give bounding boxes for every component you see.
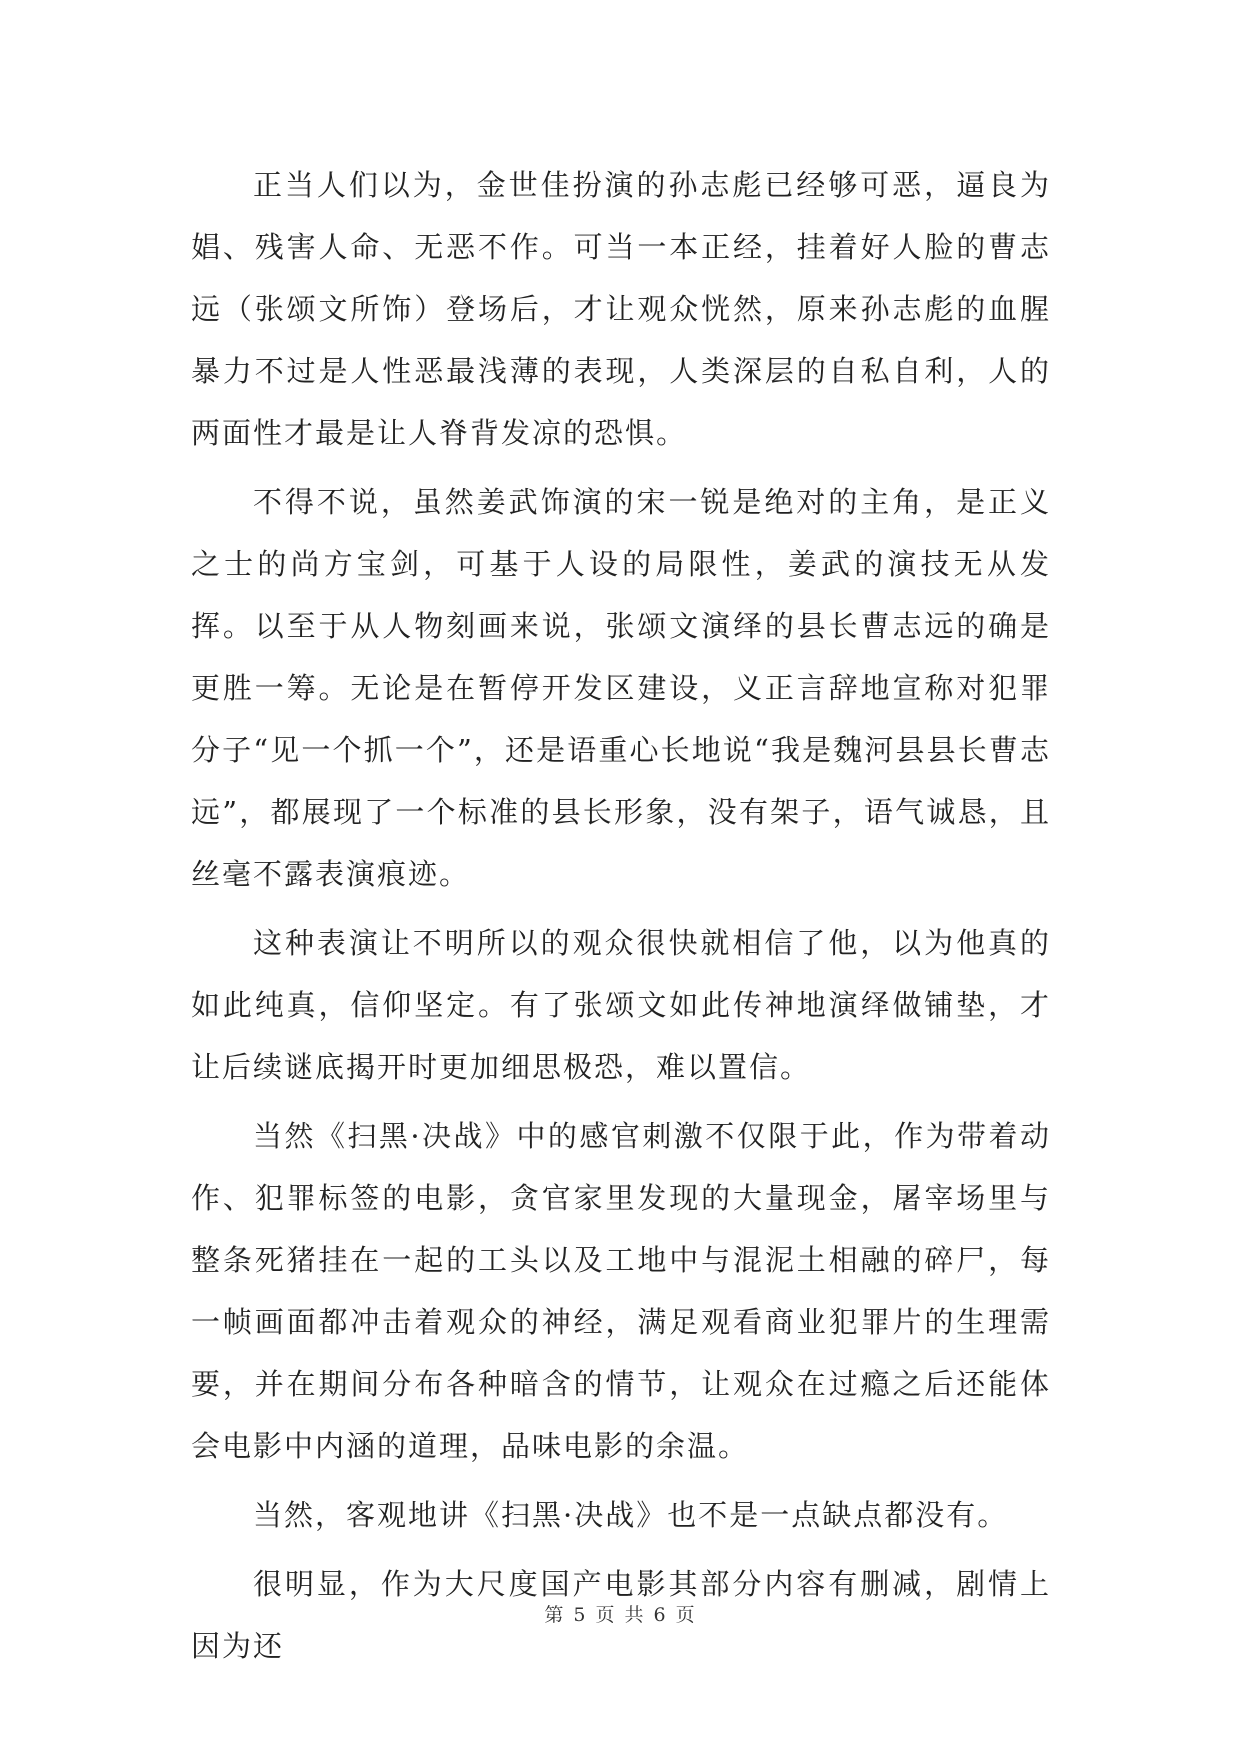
paragraph-3: 这种表演让不明所以的观众很快就相信了他，以为他真的如此纯真，信仰坚定。有了张颂文如此传神地演绎做铺垫，才让后续谜底揭开时更加细思极恐，难以置信。 [191, 926, 1051, 1084]
paragraph-1: 正当人们以为，金世佳扮演的孙志彪已经够可恶，逼良为娼、残害人命、无恶不作。可当一本正经，挂着好人脸的曹志远（张颂文所饰）登场后，才让观众恍然，原来孙志彪的血腥暴力不过是人性恶最浅薄的表现，人类深层的自私自利，人的两面性才最是让人脊背发凉的恐惧。 [191, 168, 1051, 450]
paragraph-2: 不得不说，虽然姜武饰演的宋一锐是绝对的主角，是正义之士的尚方宝剑，可基于人设的局限性，姜武的演技无从发挥。以至于从人物刻画来说，张颂文演绎的县长曹志远的确是更胜一筹。无论是在暂停开发区建设，义正言辞地宣称对犯罪分子“见一个抓一个”，还是语重心长地说“我是魏河县县长曹志远”，都展现了一个标准的县长形象，没有架子，语气诚恳，且丝毫不露表演痕迹。 [191, 485, 1051, 891]
page-number-footer: 第 5 页 共 6 页 [544, 1604, 697, 1626]
paragraph-5: 当然，客观地讲《扫黑·决战》也不是一点缺点都没有。 [253, 1498, 1009, 1532]
body-text [191, 154, 1051, 1684]
paragraph-6: 很明显，作为大尺度国产电影其部分内容有删减，剧情上因为还 [191, 1567, 1051, 1663]
paragraph-4: 当然《扫黑·决战》中的感官刺激不仅限于此，作为带着动作、犯罪标签的电影，贪官家里发现的大量现金，屠宰场里与整条死猪挂在一起的工头以及工地中与混泥土相融的碎尸，每一帧画面都冲击着观众的神经，满足观看商业犯罪片的生理需要，并在期间分布各种暗含的情节，让观众在过瘾之后还能体会电影中内涵的道理，品味电影的余温。 [191, 1119, 1051, 1463]
